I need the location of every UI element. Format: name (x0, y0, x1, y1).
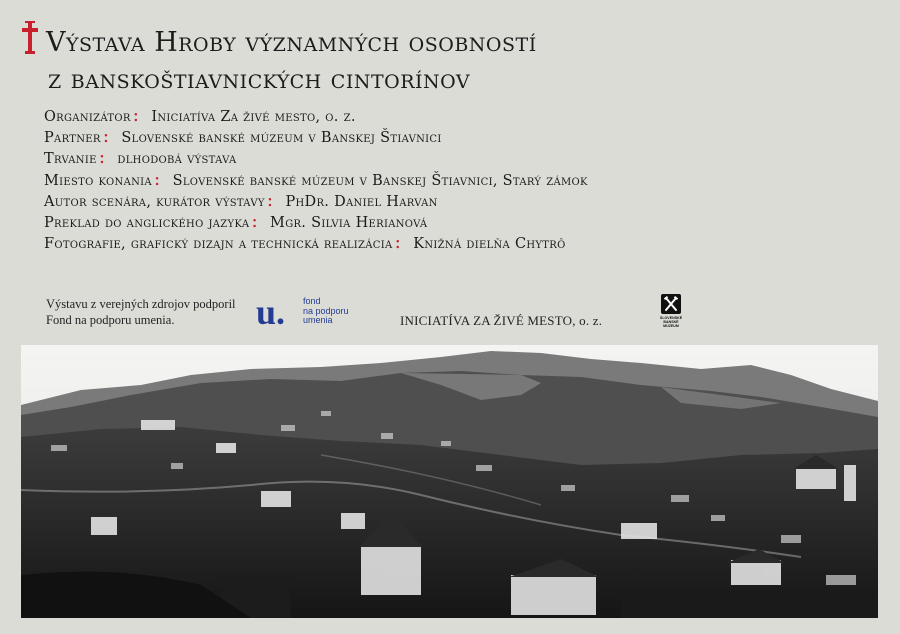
exhibition-title (46, 24, 537, 98)
credit-label: Organizátor (44, 109, 131, 125)
credit-label: Miesto konania (44, 172, 152, 189)
museum-logo-line: BANSKÉ (663, 320, 679, 324)
museum-logo-line: SLOVENSKÉ (660, 316, 682, 320)
credit-organizer: Organizátor : Iniciatíva Za živé mesto, o. z. (44, 104, 356, 126)
fund-logo-line: na podporu (303, 305, 349, 316)
credit-author: Autor scenára, kurátor výstavy : PhDr. Daniel Harvan (44, 188, 438, 211)
credits-list (44, 105, 588, 253)
credit-value: Iniciatíva Za živé mesto, o. z. (151, 109, 356, 125)
credit-value: PhDr. Daniel Harvan (285, 193, 438, 210)
support-line-1: Výstavu z verejných zdrojov podporil (46, 297, 236, 311)
historical-town-panorama (21, 345, 878, 618)
credit-duration: Trvanie : dlhodobá výstava (44, 146, 237, 169)
credit-value: Slovenské banské múzeum v Banskej Štiavnici, Starý zámok (172, 172, 588, 189)
credit-label: Autor scenára, kurátor výstavy (44, 193, 265, 210)
credit-venue: Miesto konania : Slovenské banské múzeum v Banskej Štiavnici, Starý zámok (44, 167, 588, 190)
credit-partner: Partner : Slovenské banské múzeum v Banskej Štiavnici (44, 125, 442, 148)
fund-logo-line: umenia (303, 315, 333, 325)
fund-logo-line: fond (303, 296, 321, 306)
credit-label: Partner (44, 130, 101, 147)
fund-logo-mark: u. (256, 292, 286, 332)
credit-label: Fotografie, grafický dizajn a technická realizácia (44, 236, 393, 253)
credit-value: Knižná dielňa Chytrô (413, 236, 566, 253)
organizer-logo: INICIATÍVA ZA ŽIVÉ MESTO, o. z. (400, 313, 603, 328)
credit-label: Trvanie (44, 151, 97, 168)
credit-translation: Preklad do anglického jazyka : Mgr. Silvia Herianová (44, 209, 428, 232)
museum-logo-line: MÚZEUM (663, 324, 679, 328)
credit-value: Slovenské banské múzeum v Banskej Štiavnici (121, 130, 442, 147)
credit-label: Preklad do anglického jazyka (44, 214, 250, 231)
fund-logo (256, 292, 366, 332)
support-statement (46, 296, 236, 328)
title-line-1: Výstava Hroby významných osobností (46, 27, 537, 58)
support-line-2: Fond na podporu umenia. (46, 313, 175, 327)
credit-design: Fotografie, grafický dizajn a technická realizácia : Knižná dielňa Chytrô (44, 231, 566, 254)
museum-logo-icon (660, 293, 682, 329)
cross-icon (20, 20, 40, 54)
title-line-2: z banskoštiavnických cintorínov (48, 64, 471, 95)
credit-value: dlhodobá výstava (117, 151, 237, 168)
credit-value: Mgr. Silvia Herianová (270, 214, 428, 231)
